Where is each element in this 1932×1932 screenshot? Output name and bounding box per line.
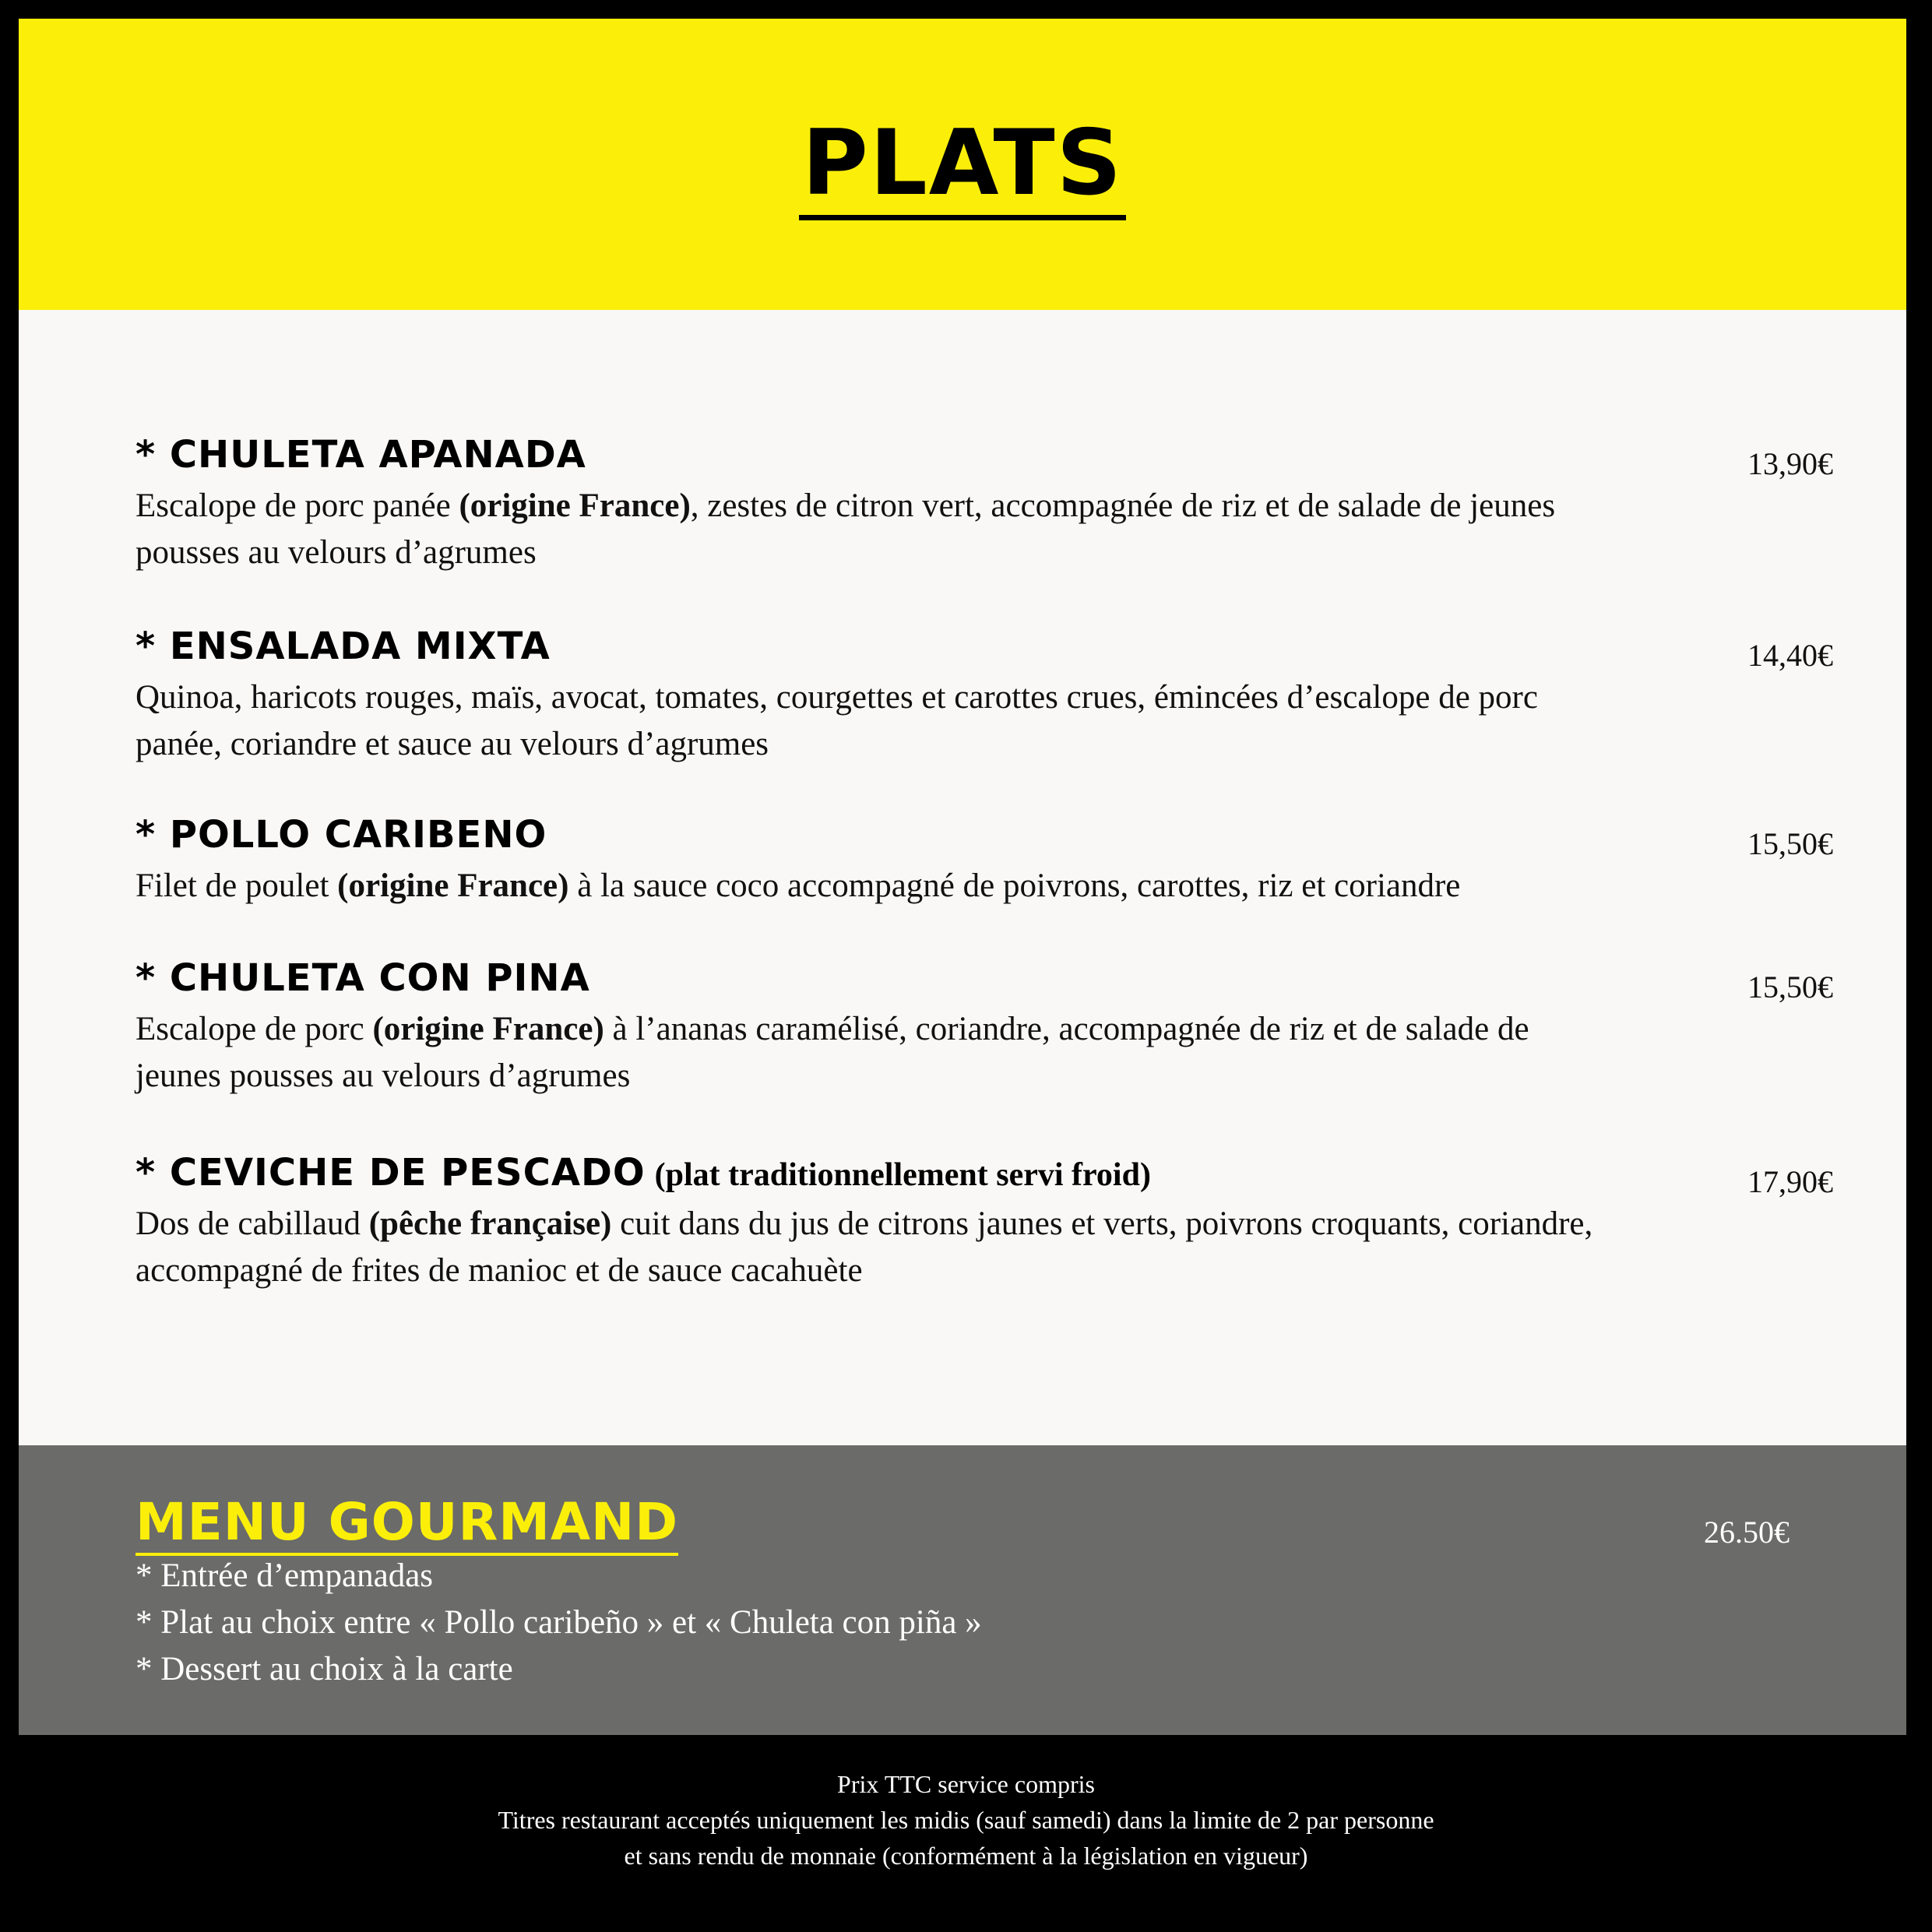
dish-price: 15,50€: [1747, 826, 1833, 861]
dish-item: [135, 956, 1833, 1100]
dish-note: (plat traditionnellement servi froid): [654, 1157, 1151, 1193]
menu-item: * Entrée d’empanadas: [135, 1557, 434, 1594]
menu-item: * Plat au choix entre « Pollo caribeño » et « Chuleta con piña »: [135, 1604, 982, 1641]
page-title-text: PLATS: [799, 118, 1126, 220]
menu-price: 26.50€: [1704, 1515, 1789, 1550]
dish-description: Dos de cabillaud (pêche française) cuit dans du jus de citrons jaunes et verts, poivrons croquants, coriandre, accompagné de frites de manioc et de sauce cacahuète: [135, 1205, 1593, 1289]
dishes-section: [19, 310, 1906, 1445]
dish-description: Escalope de porc panée (origine France), zestes de citron vert, accompagnée de riz et de salade de jeunes pousses au velours d’agrumes: [135, 487, 1556, 571]
footer-line: Prix TTC service compris: [837, 1770, 1095, 1798]
footer-notes: [0, 1766, 1932, 1874]
menu-items-list: [135, 1553, 982, 1693]
dish-description: Escalope de porc (origine France) à l’ananas caramélisé, coriandre, accompagnée de riz et de salade de jeunes pousses au velours d’agrumes: [135, 1011, 1529, 1094]
dish-price: 14,40€: [1747, 638, 1833, 673]
footer-line: Titres restaurant acceptés uniquement les midis (sauf samedi) dans la limite de 2 par personne: [498, 1806, 1434, 1834]
dish-description: Quinoa, haricots rouges, maïs, avocat, tomates, courgettes et carottes crues, émincées d’escalope de porc panée, coriandre et sauce au velours d’agrumes: [135, 679, 1538, 762]
page-title: [19, 111, 1906, 220]
dish-name: * POLLO CARIBENO: [135, 813, 547, 857]
dish-price: 13,90€: [1747, 446, 1833, 481]
dish-name: * ENSALADA MIXTA: [135, 625, 551, 668]
dish-item: [135, 625, 1833, 768]
dish-name: * CHULETA CON PINA: [135, 956, 590, 1000]
footer-line: et sans rendu de monnaie (conformément à la législation en vigueur): [624, 1842, 1308, 1870]
dish-item: [135, 1151, 1833, 1294]
dish-name: * CEVICHE DE PESCADO (plat traditionnellement servi froid): [135, 1151, 1151, 1195]
dish-price: 15,50€: [1747, 970, 1833, 1005]
dish-name: * CHULETA APANADA: [135, 433, 586, 477]
menu-title: MENU GOURMAND: [135, 1497, 678, 1556]
menu-item: * Dessert au choix à la carte: [135, 1651, 513, 1687]
dish-item: [135, 433, 1833, 576]
menu-gourmand-section: [19, 1445, 1906, 1735]
dish-price: 17,90€: [1747, 1164, 1833, 1199]
dish-description: Filet de poulet (origine France) à la sauce coco accompagné de poivrons, carottes, riz et coriandre: [135, 867, 1461, 904]
dish-item: [135, 813, 1833, 910]
header-banner: [19, 19, 1906, 310]
